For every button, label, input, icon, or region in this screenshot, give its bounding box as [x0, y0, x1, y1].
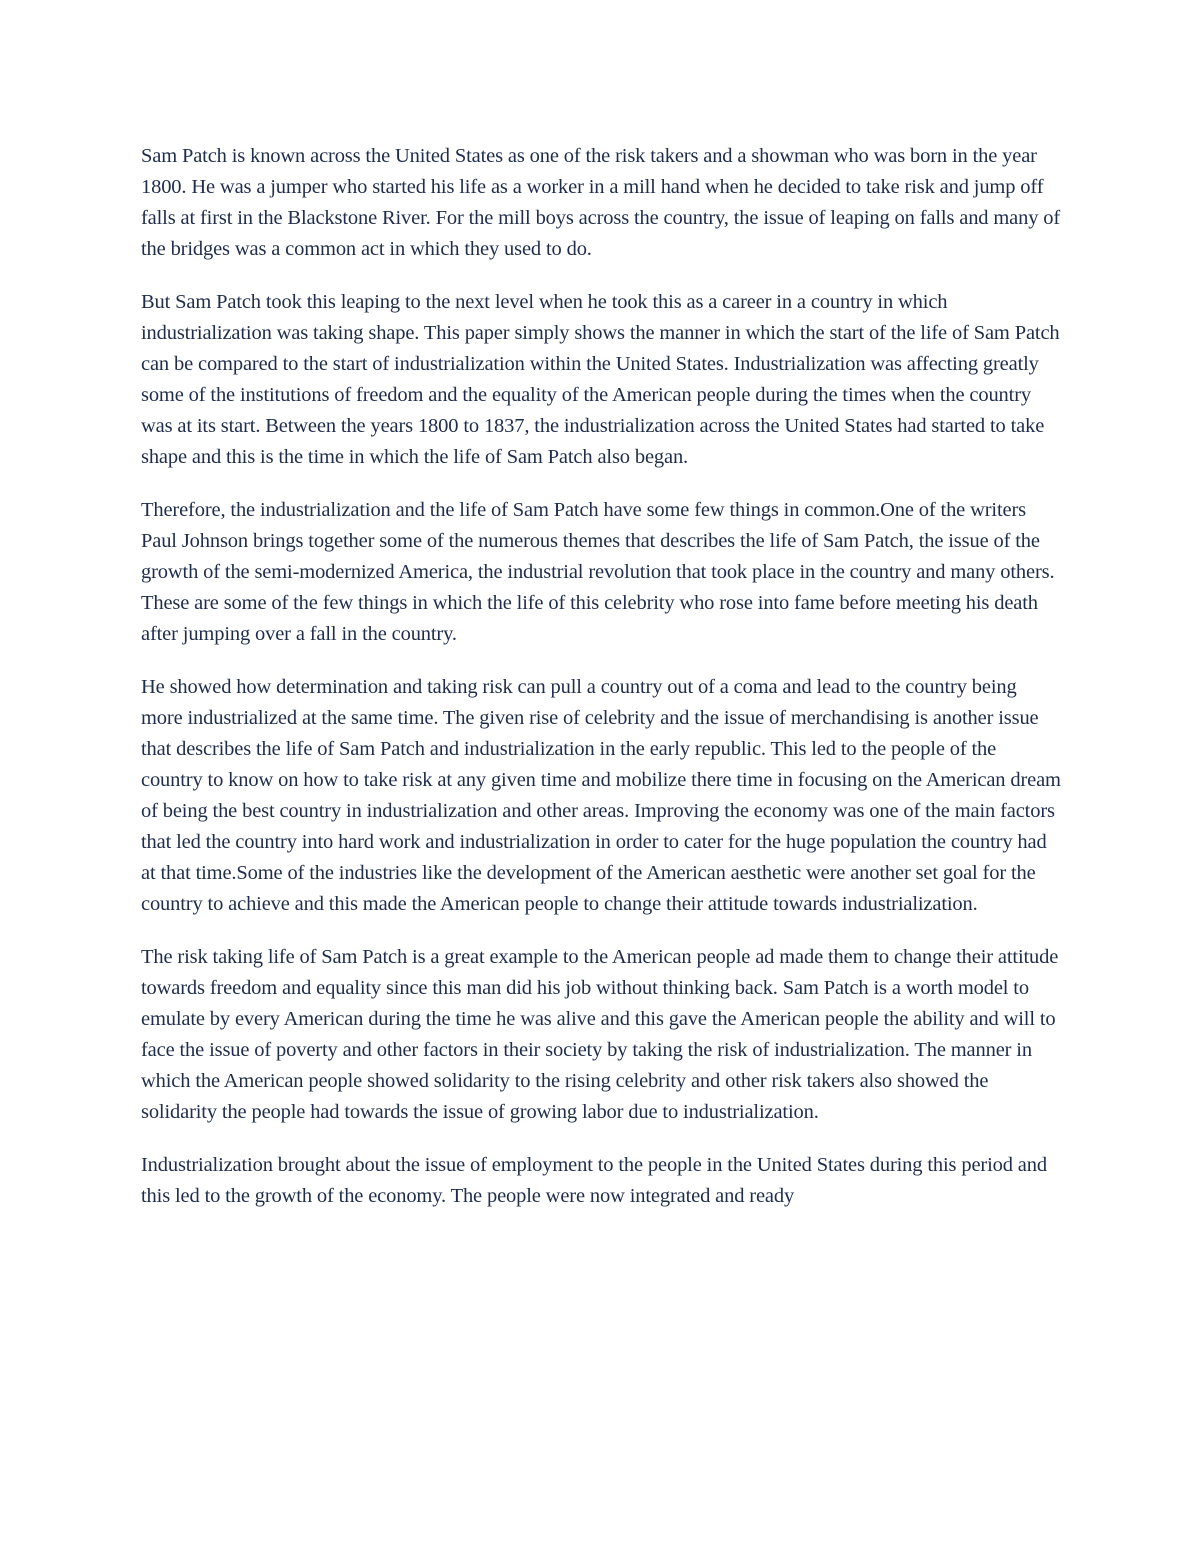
paragraph-2: But Sam Patch took this leaping to the next level when he took this as a career in a country in which industrialization was taking shape. This paper simply shows the manner in which the start of the life of Sam Patch can be compared to the start of industrialization within the United States. Industrialization was affecting greatly some of the institutions of freedom and the equality of the American people during the times when the country was at its start. Between the years 1800 to 1837, the industrialization across the United States had started to take shape and this is the time in which the life of Sam Patch also began. [141, 291, 1060, 468]
document-body [141, 141, 1061, 1234]
paragraph-5: The risk taking life of Sam Patch is a great example to the American people ad made them to change their attitude towards freedom and equality since this man did his job without thinking back. Sam Patch is a worth model to emulate by every American during the time he was alive and this gave the American people the ability and will to face the issue of poverty and other factors in their society by taking the risk of industrialization. The manner in which the American people showed solidarity to the rising celebrity and other risk takers also showed the solidarity the people had towards the issue of growing labor due to industrialization. [141, 946, 1059, 1123]
paragraph-1: Sam Patch is known across the United States as one of the risk takers and a showman who was born in the year 1800. He was a jumper who started his life as a worker in a mill hand when he decided to take risk and jump off falls at first in the Blackstone River. For the mill boys across the country, the issue of leaping on falls and many of the bridges was a common act in which they used to do. [141, 145, 1061, 260]
paragraph-6: Industrialization brought about the issue of employment to the people in the United States during this period and this led to the growth of the economy. The people were now integrated and ready [141, 1154, 1047, 1207]
paragraph-4: He showed how determination and taking risk can pull a country out of a coma and lead to the country being more industrialized at the same time. The given rise of celebrity and the issue of merchandising is another issue that describes the life of Sam Patch and industrialization in the early republic. This led to the people of the country to know on how to take risk at any given time and mobilize there time in focusing on the American dream of being the best country in industrialization and other areas. Improving the economy was one of the main factors that led the country into hard work and industrialization in order to cater for the huge population the country had at that time.Some of the industries like the development of the American aesthetic were another set goal for the country to achieve and this made the American people to change their attitude towards industrialization. [141, 676, 1061, 915]
paragraph-3: Therefore, the industrialization and the life of Sam Patch have some few things in common.One of the writers Paul Johnson brings together some of the numerous themes that describes the life of Sam Patch, the issue of the growth of the semi-modernized America, the industrial revolution that took place in the country and many others. These are some of the few things in which the life of this celebrity who rose into fame before meeting his death after jumping over a fall in the country. [141, 499, 1055, 645]
